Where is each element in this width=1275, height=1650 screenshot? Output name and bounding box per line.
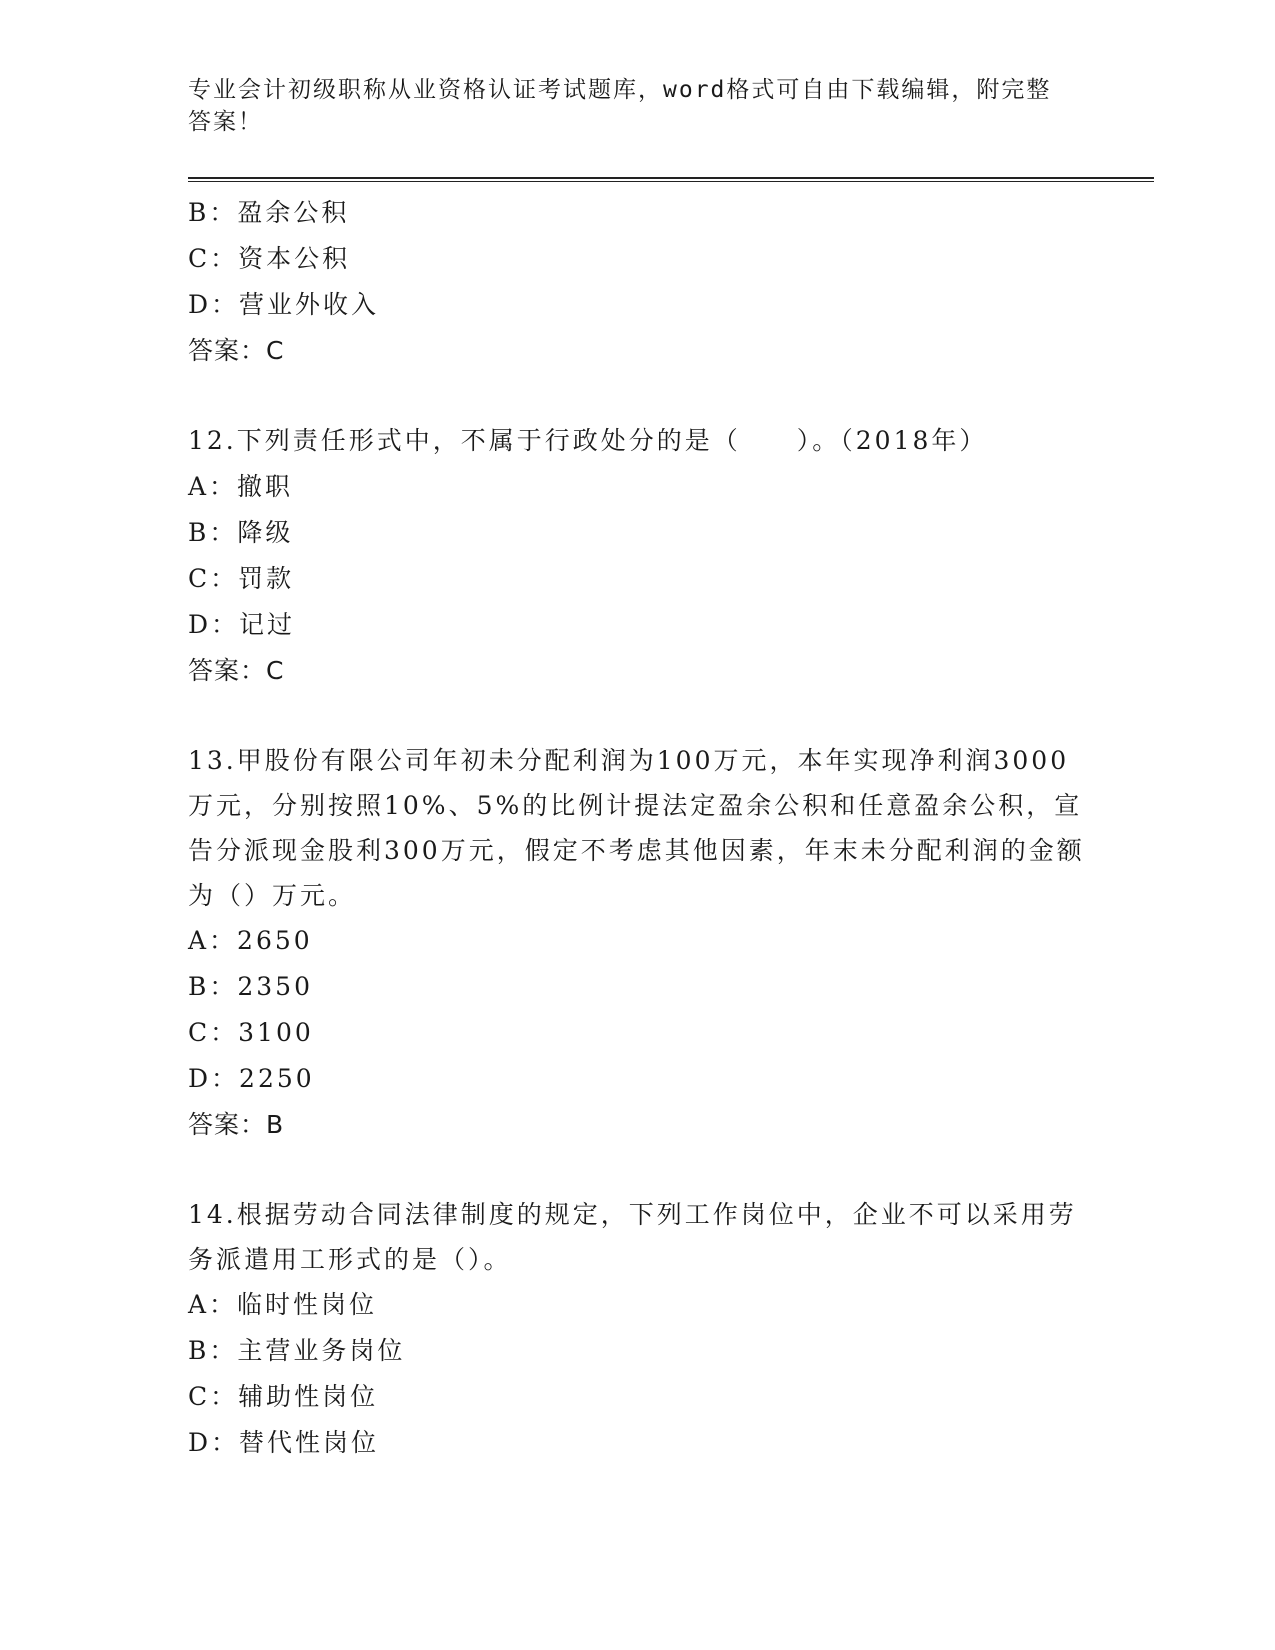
question-11-continuation bbox=[188, 190, 1088, 374]
question-text: 12.下列责任形式中，不属于行政处分的是（ ）。（2018年） bbox=[188, 426, 988, 455]
question-list bbox=[188, 190, 1088, 1466]
option-c: C：资本公积 bbox=[188, 244, 351, 273]
option-b: B：盈余公积 bbox=[188, 198, 350, 227]
header-divider-thin bbox=[188, 181, 1154, 182]
option-d: D：记过 bbox=[188, 610, 296, 639]
answer-line: 答案：B bbox=[188, 1110, 285, 1139]
answer-line: 答案：C bbox=[188, 656, 285, 685]
header-divider-thick bbox=[188, 177, 1154, 179]
question-text: 13.甲股份有限公司年初未分配利润为100万元，本年实现净利润3000万元，分别按照10%、5%的比例计提法定盈余公积和任意盈余公积，宣告分派现金股利300万元，假定不考虑其他因素，年末未分配利润的金额为（）万元。 bbox=[188, 746, 1085, 910]
option-a: A：临时性岗位 bbox=[188, 1290, 378, 1319]
option-c: C：3100 bbox=[188, 1018, 314, 1047]
question-12 bbox=[188, 418, 1088, 694]
option-a: A：撤职 bbox=[188, 472, 294, 501]
spacer bbox=[188, 1148, 1088, 1192]
option-b: B：主营业务岗位 bbox=[188, 1336, 406, 1365]
question-13 bbox=[188, 738, 1088, 1148]
option-c: C：罚款 bbox=[188, 564, 295, 593]
spacer bbox=[188, 374, 1088, 418]
option-b: B：2350 bbox=[188, 972, 313, 1001]
question-14 bbox=[188, 1192, 1088, 1466]
option-d: D：2250 bbox=[188, 1064, 315, 1093]
answer-line: 答案：C bbox=[188, 336, 285, 365]
spacer bbox=[188, 694, 1088, 738]
option-d: D：替代性岗位 bbox=[188, 1428, 380, 1457]
option-a: A：2650 bbox=[188, 926, 313, 955]
option-d: D：营业外收入 bbox=[188, 290, 380, 319]
question-text: 14.根据劳动合同法律制度的规定，下列工作岗位中，企业不可以采用劳务派遣用工形式的是（）。 bbox=[188, 1200, 1077, 1274]
option-b: B：降级 bbox=[188, 518, 294, 547]
page-header-text: 专业会计初级职称从业资格认证考试题库，word格式可自由下载编辑，附完整答案！ bbox=[188, 77, 1052, 135]
option-c: C：辅助性岗位 bbox=[188, 1382, 379, 1411]
